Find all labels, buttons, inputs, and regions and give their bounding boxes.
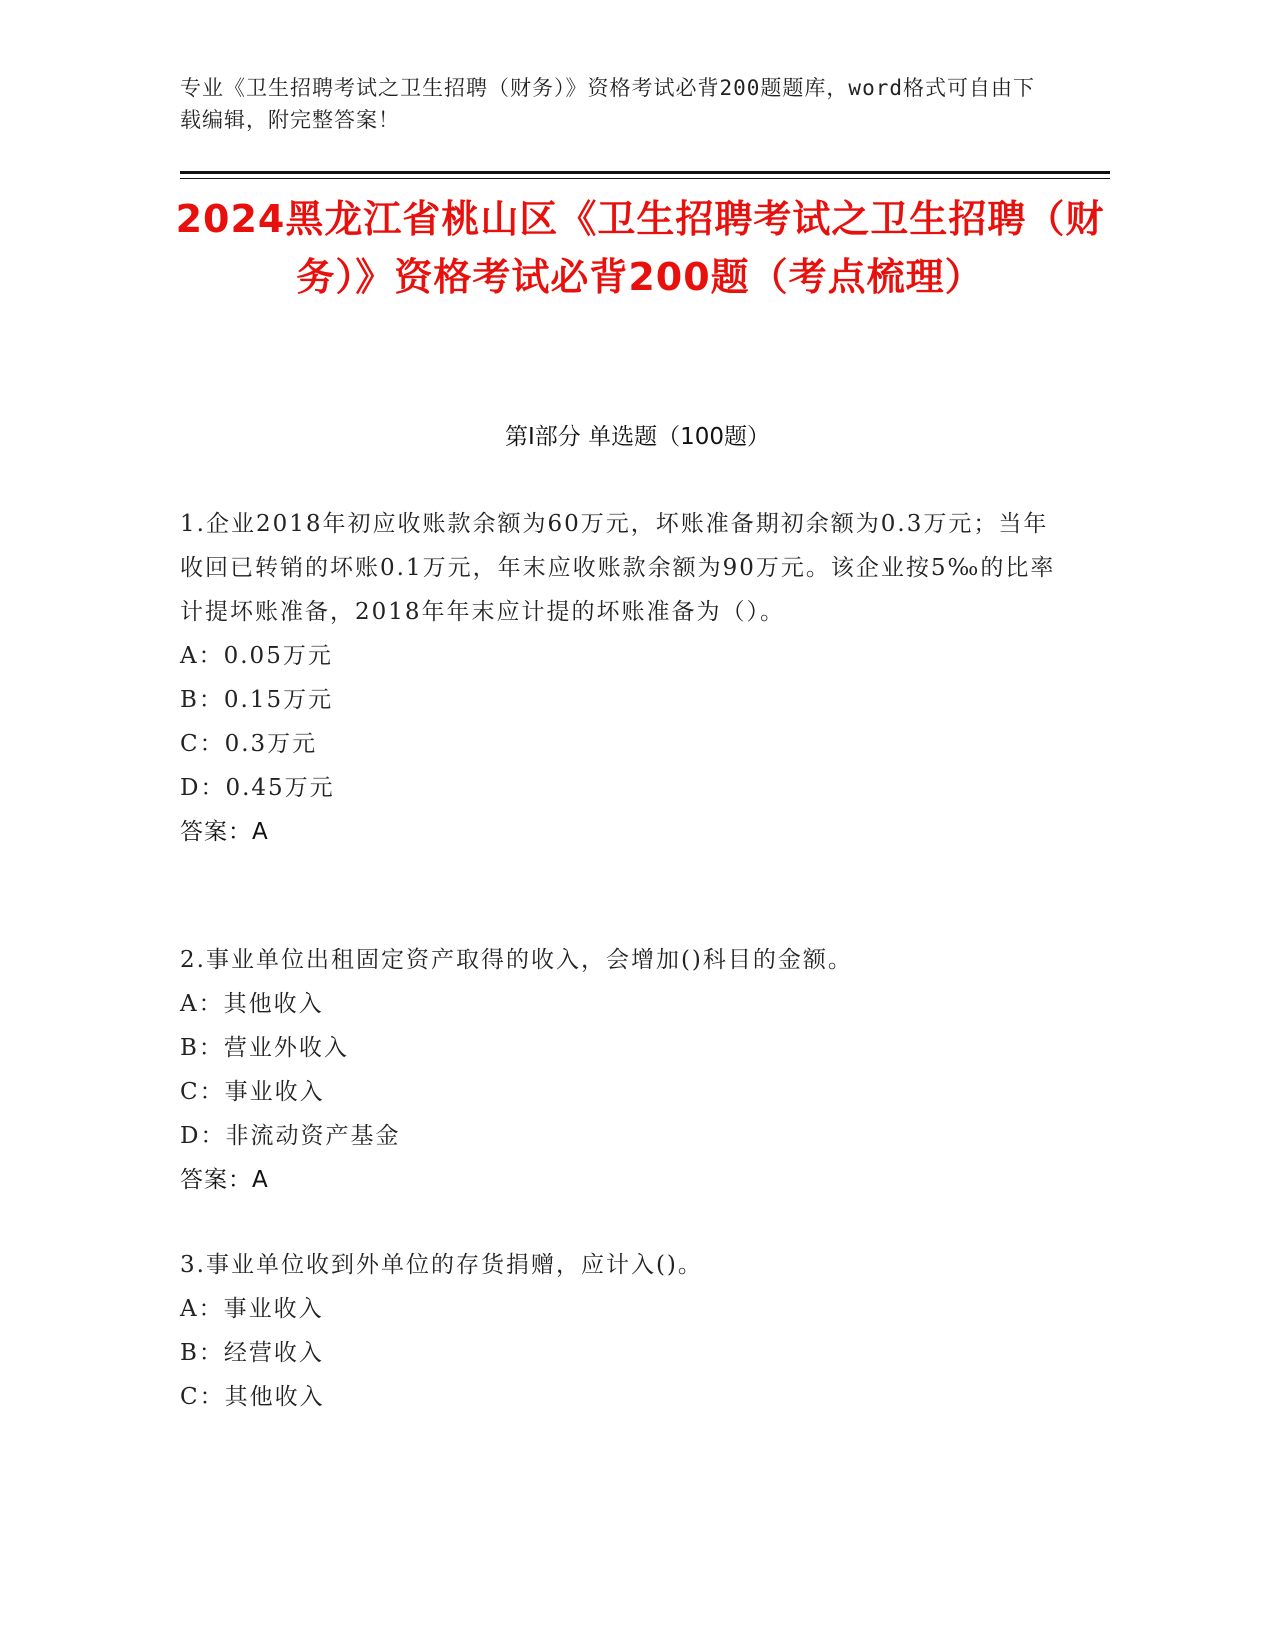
option-b: B：营业外收入 <box>180 1035 349 1061</box>
option-d: D：非流动资产基金 <box>180 1123 401 1149</box>
question-text: 3.事业单位收到外单位的存货捐赠，应计入()。 <box>180 1252 703 1278</box>
option-c: C：0.3万元 <box>180 731 318 757</box>
answer-line: 答案：A <box>180 1167 269 1193</box>
header-note: 专业《卫生招聘考试之卫生招聘（财务）》资格考试必背200题题库，word格式可自由下载编辑，附完整答案！ <box>180 76 1035 132</box>
header-rule-thin <box>180 178 1110 179</box>
option-b: B：经营收入 <box>180 1340 324 1366</box>
option-a: A：事业收入 <box>180 1296 324 1322</box>
question-text: 1.企业2018年初应收账款余额为60万元，坏账准备期初余额为0.3万元；当年收回已转销的坏账0.1万元，年末应收账款余额为90万元。该企业按5‰的比率计提坏账准备，2018年年末应计提的坏账准备为（）。 <box>180 511 1056 625</box>
option-a: A：0.05万元 <box>180 643 333 669</box>
header-rule-thick <box>180 171 1110 174</box>
answer-line: 答案：A <box>180 819 269 845</box>
option-b: B：0.15万元 <box>180 687 334 713</box>
question-text: 2.事业单位出租固定资产取得的收入，会增加()科目的金额。 <box>180 947 853 973</box>
option-c: C：其他收入 <box>180 1384 325 1410</box>
option-d: D：0.45万元 <box>180 775 335 801</box>
section-heading: 第Ⅰ部分 单选题（100题） <box>505 424 770 450</box>
question-block <box>180 502 1060 854</box>
option-a: A：其他收入 <box>180 991 324 1017</box>
question-block <box>180 938 1060 1202</box>
option-c: C：事业收入 <box>180 1079 325 1105</box>
document-title: 2024黑龙江省桃山区《卫生招聘考试之卫生招聘（财务）》资格考试必背200题（考点梳理） <box>175 197 1105 299</box>
question-block <box>180 1243 1060 1419</box>
